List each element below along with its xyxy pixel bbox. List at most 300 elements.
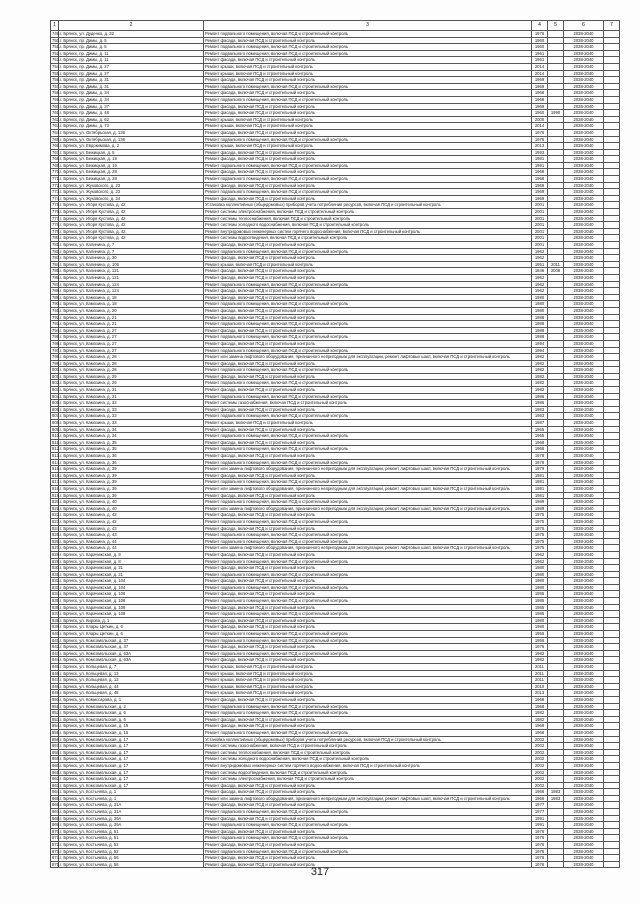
year-built-cell: 1968 <box>532 439 548 446</box>
extra-cell <box>604 749 620 756</box>
extra-cell <box>604 347 620 354</box>
extra-cell <box>604 439 620 446</box>
address-cell: г. Брянск, пр. Димы, д. 31 <box>59 83 204 90</box>
year-built-cell: 1986 <box>532 400 548 407</box>
table-row <box>51 518 620 525</box>
row-number: 800. <box>52 367 61 373</box>
extra-cell <box>604 222 620 229</box>
address-cell: г. Брянск, ул. Костычева, д. 1 <box>59 789 204 796</box>
row-number: 787. <box>52 281 61 287</box>
year-built-cell: 2001 <box>532 202 548 209</box>
extra-cell <box>604 400 620 407</box>
row-number: 871. <box>52 835 61 841</box>
work-type-cell: Ремонт фасада, включая ПСД и строительный контроль <box>204 604 532 611</box>
address-cell: г. Брянск, ул. Камозина, д. 39 <box>59 466 204 473</box>
row-number: 761. <box>52 110 61 116</box>
table-row <box>51 169 620 176</box>
year-renovated-cell <box>548 281 564 288</box>
table-row <box>51 195 620 202</box>
period-cell: 2038-2040 <box>564 281 604 288</box>
year-built-cell: 1982 <box>532 373 548 380</box>
extra-cell <box>604 835 620 842</box>
table-row <box>51 50 620 57</box>
work-type-cell: Ремонт фасада, включая ПСД и строительный контроль <box>204 657 532 664</box>
address-cell: г. Брянск, ул. Камозина, д. 44 <box>59 545 204 552</box>
year-built-cell: 1961 <box>532 57 548 64</box>
address-cell: г. Брянск, ул. Игоря Кустова, д. 42 <box>59 235 204 242</box>
extra-cell <box>604 195 620 202</box>
year-built-cell: 1976 <box>532 848 548 855</box>
year-renovated-cell <box>548 327 564 334</box>
address-cell: г. Брянск, ул. Кольцевая, д. 13 <box>59 670 204 677</box>
row-number: 803. <box>52 387 61 393</box>
year-renovated-cell <box>548 762 564 769</box>
work-type-cell: Ремонт внутридомовых инженерных систем горячего водоснабжения, включая ПСД и строительный контроль <box>204 762 532 769</box>
period-cell: 2038-2040 <box>564 182 604 189</box>
table-row <box>51 756 620 763</box>
extra-cell <box>604 532 620 539</box>
extra-cell <box>604 235 620 242</box>
period-cell: 2038-2040 <box>564 354 604 361</box>
extra-cell <box>604 683 620 690</box>
work-type-cell: Ремонт фасада, включая ПСД и строительный контроль <box>204 815 532 822</box>
row-number: 785. <box>52 268 61 274</box>
year-renovated-cell <box>548 716 564 723</box>
row-number: 872. <box>52 842 61 848</box>
year-built-cell: 1846 <box>532 268 548 275</box>
work-type-cell: Ремонт фасада, включая ПСД и строительный контроль <box>204 255 532 262</box>
work-type-cell: Ремонт фасада, включая ПСД и строительный контроль <box>204 268 532 275</box>
year-built-cell: 2001 <box>532 228 548 235</box>
extra-cell <box>604 485 620 492</box>
table-row <box>51 209 620 216</box>
period-cell: 2038-2040 <box>564 439 604 446</box>
year-built-cell: 1981 <box>532 472 548 479</box>
address-cell: г. Брянск, ул. Игоря Кустова, д. 42 <box>59 215 204 222</box>
table-row <box>51 485 620 492</box>
address-cell: г. Брянск, ул. Камозина, д. 36 <box>59 453 204 460</box>
work-type-cell: Ремонт фасада, включая ПСД и строительный контроль <box>204 340 532 347</box>
work-type-cell: Ремонт фасада, включая ПСД и строительный контроль <box>204 110 532 117</box>
work-type-cell: Ремонт фасада, включая ПСД и строительный контроль <box>204 182 532 189</box>
table-row <box>51 809 620 816</box>
address-cell: г. Брянск, ул. Камозина, д. 20 <box>59 307 204 314</box>
address-cell: г. Брянск, ул. Костычева, д. 31А <box>59 802 204 809</box>
year-renovated-cell <box>548 347 564 354</box>
table-row <box>51 156 620 163</box>
extra-cell <box>604 215 620 222</box>
period-cell: 2038-2040 <box>564 861 604 868</box>
address-cell: г. Брянск, ул. Комсомольская, д. 63А <box>59 657 204 664</box>
period-cell: 2038-2040 <box>564 624 604 631</box>
table-row <box>51 406 620 413</box>
table-row <box>51 690 620 697</box>
year-built-cell: 1968 <box>532 90 548 97</box>
address-cell: г. Брянск, ул. Камозина, д. 31 <box>59 387 204 394</box>
address-cell: г. Брянск, ул. Карачижская, д. 108 <box>59 611 204 618</box>
address-cell: г. Брянск, ул. Калинина, д. 7 <box>59 248 204 255</box>
table-row <box>51 499 620 506</box>
address-cell: г. Брянск, ул. Жуковского, д. 23 <box>59 182 204 189</box>
address-cell: г. Брянск, ул. Калинина, д. 121 <box>59 274 204 281</box>
extra-cell <box>604 472 620 479</box>
work-type-cell: Ремонт фасада, включая ПСД и строительный контроль <box>204 723 532 730</box>
period-cell: 2038-2040 <box>564 710 604 717</box>
period-cell: 2038-2040 <box>564 485 604 492</box>
table-row <box>51 222 620 229</box>
work-type-cell: Ремонт подвального помещения, включая ПСД и строительный контроль <box>204 380 532 387</box>
extra-cell <box>604 340 620 347</box>
work-type-cell: Ремонт системы газоснабжения, включая ПСД и строительный контроль <box>204 743 532 750</box>
extra-cell <box>604 571 620 578</box>
work-type-cell: Ремонт подвального помещения, включая ПСД и строительный контроль <box>204 176 532 183</box>
address-cell: г. Брянск, ул. Камозина, д. 42 <box>59 518 204 525</box>
row-number: 770. <box>52 169 61 175</box>
address-cell: г. Брянск, ул. Камозина, д. 18 <box>59 294 204 301</box>
year-built-cell: 1965 <box>532 433 548 440</box>
year-renovated-cell <box>548 690 564 697</box>
year-renovated-cell <box>548 215 564 222</box>
address-cell: г. Брянск, ул. Камозина, д. 27 <box>59 327 204 334</box>
extra-cell <box>604 37 620 44</box>
work-type-cell: Ремонт крыши, включая ПСД и строительный контроль <box>204 63 532 70</box>
year-built-cell: 1981 <box>532 156 548 163</box>
extra-cell <box>604 677 620 684</box>
address-cell: г. Брянск, ул. Камозина, д. 29 <box>59 380 204 387</box>
year-built-cell: 1956 <box>532 631 548 638</box>
period-cell: 2038-2040 <box>564 321 604 328</box>
row-number: 757. <box>52 83 61 89</box>
work-type-cell: Ремонт подвального помещения, включая ПСД и строительный контроль <box>204 532 532 539</box>
year-renovated-cell <box>548 664 564 671</box>
work-type-cell: Ремонт фасада, включая ПСД и строительный контроль <box>204 696 532 703</box>
period-cell: 2038-2040 <box>564 96 604 103</box>
year-renovated-cell <box>548 63 564 70</box>
year-built-cell: 1991 <box>532 815 548 822</box>
year-renovated-cell <box>548 723 564 730</box>
row-number: 836. <box>52 604 61 610</box>
extra-cell <box>604 373 620 380</box>
extra-cell <box>604 505 620 512</box>
work-type-cell: Ремонт или замена лифтового оборудования, признанного непригодным для эксплуатации, ремонт лифтовых шахт, включая ПСД и строительный контроль <box>204 505 532 512</box>
work-type-cell: Ремонт системы теплоснабжения, включая ПСД и строительный контроль <box>204 215 532 222</box>
row-number: 829. <box>52 558 61 564</box>
year-built-cell: 1980 <box>532 294 548 301</box>
table-row <box>51 696 620 703</box>
row-number: 801. <box>52 373 61 379</box>
table-body <box>51 31 620 868</box>
table-row <box>51 57 620 64</box>
row-number: 819. <box>52 492 61 498</box>
year-renovated-cell <box>548 149 564 156</box>
year-built-cell: 2002 <box>532 776 548 783</box>
table-row <box>51 459 620 466</box>
table-row <box>51 149 620 156</box>
year-built-cell: 2002 <box>532 762 548 769</box>
extra-cell <box>604 789 620 796</box>
year-renovated-cell <box>548 525 564 532</box>
period-cell: 2038-2040 <box>564 446 604 453</box>
extra-cell <box>604 129 620 136</box>
year-renovated-cell <box>548 835 564 842</box>
extra-cell <box>604 413 620 420</box>
work-type-cell: Ремонт подвального помещения, включая ПСД и строительный контроль <box>204 162 532 169</box>
address-cell: г. Брянск, ул. Кирова, д. 1 <box>59 617 204 624</box>
table-row <box>51 90 620 97</box>
table-row <box>51 37 620 44</box>
table-row <box>51 136 620 143</box>
extra-cell <box>604 426 620 433</box>
year-renovated-cell <box>548 809 564 816</box>
address-cell: г. Брянск, ул. Карачижская, д. 104 <box>59 584 204 591</box>
table-row <box>51 63 620 70</box>
period-cell: 2038-2040 <box>564 466 604 473</box>
address-cell: г. Брянск, ул. Октябрьская, д. 136 <box>59 129 204 136</box>
extra-cell <box>604 433 620 440</box>
row-number: 859. <box>52 756 61 762</box>
row-number: 763. <box>52 123 61 129</box>
work-type-cell: Ремонт внутридомовых инженерных систем горячего водоснабжения, включая ПСД и строительный контроль <box>204 228 532 235</box>
year-built-cell: 2010 <box>532 683 548 690</box>
work-type-cell: Ремонт фасада, включая ПСД и строительный контроль <box>204 103 532 110</box>
extra-cell <box>604 842 620 849</box>
row-number: 865. <box>52 795 61 801</box>
extra-cell <box>604 44 620 51</box>
extra-cell <box>604 406 620 413</box>
address-cell: г. Брянск, ул. Костычева, д. 51 <box>59 835 204 842</box>
extra-cell <box>604 584 620 591</box>
extra-cell <box>604 611 620 618</box>
extra-cell <box>604 90 620 97</box>
row-number: 841. <box>52 637 61 643</box>
extra-cell <box>604 729 620 736</box>
row-number: 852. <box>52 710 61 716</box>
year-renovated-cell <box>548 624 564 631</box>
address-cell: г. Брянск, ул. Камозина, д. 33 <box>59 413 204 420</box>
year-renovated-cell: 1990 <box>548 110 564 117</box>
address-cell: г. Брянск, ул. Карачижская, д. 106 <box>59 591 204 598</box>
year-renovated-cell <box>548 334 564 341</box>
extra-cell <box>604 525 620 532</box>
work-type-cell: Установка коллективных (общедомовых) приборов учета потребления ресурсов, включая ПСД и строительный контроль <box>204 736 532 743</box>
address-cell: г. Брянск, ул. Комсомольская, д. 6 <box>59 716 204 723</box>
table-row <box>51 677 620 684</box>
work-type-cell: Ремонт системы водоотведения, включая ПСД и строительный контроль <box>204 769 532 776</box>
row-number: 792. <box>52 314 61 320</box>
year-renovated-cell <box>548 222 564 229</box>
year-built-cell: 1982 <box>532 387 548 394</box>
row-number: 796. <box>52 340 61 346</box>
header-row <box>51 21 620 31</box>
work-type-cell: Ремонт подвального помещения, включая ПСД и строительный контроль <box>204 44 532 51</box>
year-renovated-cell <box>548 637 564 644</box>
work-type-cell: Ремонт или замена лифтового оборудования, признанного непригодным для эксплуатации, ремонт лифтовых шахт, включая ПСД и строительный контроль <box>204 466 532 473</box>
repair-schedule-table <box>50 20 620 868</box>
table-row <box>51 762 620 769</box>
work-type-cell: Ремонт или замена лифтового оборудования, признанного непригодным для эксплуатации, ремонт лифтовых шахт, включая ПСД и строительный контроль <box>204 485 532 492</box>
work-type-cell: Ремонт фасада, включая ПСД и строительный контроль <box>204 387 532 394</box>
year-renovated-cell <box>548 228 564 235</box>
extra-cell <box>604 294 620 301</box>
year-renovated-cell <box>548 505 564 512</box>
year-built-cell: 1969 <box>532 77 548 84</box>
year-renovated-cell <box>548 769 564 776</box>
address-cell: г. Брянск, ул. Клары Цеткин, д. 6 <box>59 624 204 631</box>
year-renovated-cell <box>548 631 564 638</box>
work-type-cell: Ремонт подвального помещения, включая ПСД и строительный контроль <box>204 367 532 374</box>
year-built-cell: 2001 <box>532 222 548 229</box>
table-row <box>51 545 620 552</box>
row-number: 749. <box>52 31 61 36</box>
row-number: 765. <box>52 136 61 142</box>
period-cell: 2038-2040 <box>564 815 604 822</box>
extra-cell <box>604 228 620 235</box>
extra-cell <box>604 31 620 38</box>
row-number: 830. <box>52 565 61 571</box>
table-row <box>51 664 620 671</box>
year-renovated-cell <box>548 202 564 209</box>
address-cell: г. Брянск, пр. Димы, д. 62 <box>59 116 204 123</box>
period-cell: 2038-2040 <box>564 492 604 499</box>
table-row <box>51 255 620 262</box>
year-built-cell: 1980 <box>532 617 548 624</box>
year-built-cell: 1976 <box>532 842 548 849</box>
work-type-cell: Ремонт фасада, включая ПСД и строительный контроль <box>204 360 532 367</box>
row-number: 771. <box>52 176 61 182</box>
year-built-cell: 1982 <box>532 380 548 387</box>
period-cell: 2038-2040 <box>564 90 604 97</box>
extra-cell <box>604 334 620 341</box>
work-type-cell: Ремонт фасада, включая ПСД и строительный контроль <box>204 327 532 334</box>
year-renovated-cell <box>548 650 564 657</box>
year-built-cell: 1988 <box>532 321 548 328</box>
year-renovated-cell <box>548 696 564 703</box>
row-number: 786. <box>52 274 61 280</box>
year-renovated-cell: 1983 <box>548 795 564 802</box>
period-cell: 2038-2040 <box>564 835 604 842</box>
period-cell: 2038-2040 <box>564 453 604 460</box>
row-number: 808. <box>52 420 61 426</box>
row-number: 857. <box>52 743 61 749</box>
year-built-cell: 1980 <box>532 301 548 308</box>
period-cell: 2038-2040 <box>564 769 604 776</box>
year-renovated-cell <box>548 512 564 519</box>
address-cell: г. Брянск, ул. Костычева, д. 39А <box>59 822 204 829</box>
table-row <box>51 789 620 796</box>
work-type-cell: Ремонт фасада, включая ПСД и строительный контроль <box>204 90 532 97</box>
work-type-cell: Ремонт системы газоснабжения, включая ПСД и строительный контроль <box>204 400 532 407</box>
year-built-cell: 1968 <box>532 696 548 703</box>
year-built-cell: 1988 <box>532 327 548 334</box>
year-renovated-cell <box>548 815 564 822</box>
address-cell: г. Брянск, ул. Комсомольская, д. 17 <box>59 743 204 750</box>
period-cell: 2038-2040 <box>564 169 604 176</box>
year-renovated-cell <box>548 532 564 539</box>
table-row <box>51 143 620 150</box>
table-row <box>51 644 620 651</box>
year-renovated-cell <box>548 242 564 249</box>
col-header-period: 6 <box>564 21 604 31</box>
year-built-cell: 1951 <box>532 261 548 268</box>
table-row <box>51 505 620 512</box>
year-built-cell: 1975 <box>532 512 548 519</box>
table-row <box>51 584 620 591</box>
work-type-cell: Ремонт фасада, включая ПСД и строительный контроль <box>204 617 532 624</box>
extra-cell <box>604 828 620 835</box>
period-cell: 2038-2040 <box>564 420 604 427</box>
period-cell: 2038-2040 <box>564 215 604 222</box>
period-cell: 2038-2040 <box>564 472 604 479</box>
period-cell: 2038-2040 <box>564 274 604 281</box>
work-type-cell: Ремонт крыши, включая ПСД и строительный контроль <box>204 690 532 697</box>
col-header-year-built: 4 <box>532 21 548 31</box>
period-cell: 2038-2040 <box>564 525 604 532</box>
extra-cell <box>604 598 620 605</box>
year-built-cell: 2002 <box>532 769 548 776</box>
table-row <box>51 631 620 638</box>
table-row <box>51 340 620 347</box>
address-cell: г. Брянск, ул. Камозина, д. 40 <box>59 505 204 512</box>
extra-cell <box>604 604 620 611</box>
year-built-cell: 1988 <box>532 314 548 321</box>
extra-cell <box>604 492 620 499</box>
year-renovated-cell <box>548 129 564 136</box>
table-row <box>51 795 620 802</box>
table-row <box>51 637 620 644</box>
extra-cell <box>604 743 620 750</box>
year-renovated-cell <box>548 209 564 216</box>
period-cell: 2038-2040 <box>564 70 604 77</box>
address-cell: г. Брянск, ул. Камозина, д. 21 <box>59 321 204 328</box>
table-row <box>51 716 620 723</box>
year-renovated-cell <box>548 472 564 479</box>
period-cell: 2038-2040 <box>564 50 604 57</box>
table-row <box>51 248 620 255</box>
row-number: 811. <box>52 439 60 445</box>
year-renovated-cell <box>548 439 564 446</box>
work-type-cell: Ремонт крыши, включая ПСД и строительный контроль <box>204 143 532 150</box>
period-cell: 2038-2040 <box>564 828 604 835</box>
period-cell: 2038-2040 <box>564 617 604 624</box>
work-type-cell: Ремонт фасада, включая ПСД и строительный контроль <box>204 828 532 835</box>
extra-cell <box>604 446 620 453</box>
table-row <box>51 110 620 117</box>
year-built-cell: 2001 <box>532 242 548 249</box>
year-built-cell: 1969 <box>532 103 548 110</box>
year-built-cell: 1965 <box>532 426 548 433</box>
year-built-cell: 1962 <box>532 558 548 565</box>
extra-cell <box>604 162 620 169</box>
period-cell: 2038-2040 <box>564 162 604 169</box>
table-row <box>51 828 620 835</box>
year-built-cell: 1985 <box>532 598 548 605</box>
year-built-cell: 1983 <box>532 413 548 420</box>
table-row <box>51 710 620 717</box>
year-renovated-cell <box>548 670 564 677</box>
work-type-cell: Ремонт системы электроснабжения, включая ПСД и строительный контроль <box>204 209 532 216</box>
extra-cell <box>604 50 620 57</box>
row-number: 821. <box>52 505 61 511</box>
address-cell: г. Брянск, ул. Костычева, д. 56 <box>59 855 204 862</box>
row-number: 848. <box>52 683 61 689</box>
year-built-cell: 2011 <box>532 664 548 671</box>
table-row <box>51 83 620 90</box>
row-number: 806. <box>52 406 61 412</box>
table-row <box>51 288 620 295</box>
period-cell: 2038-2040 <box>564 716 604 723</box>
year-renovated-cell <box>548 37 564 44</box>
work-type-cell: Ремонт фасада, включая ПСД и строительный контроль <box>204 129 532 136</box>
